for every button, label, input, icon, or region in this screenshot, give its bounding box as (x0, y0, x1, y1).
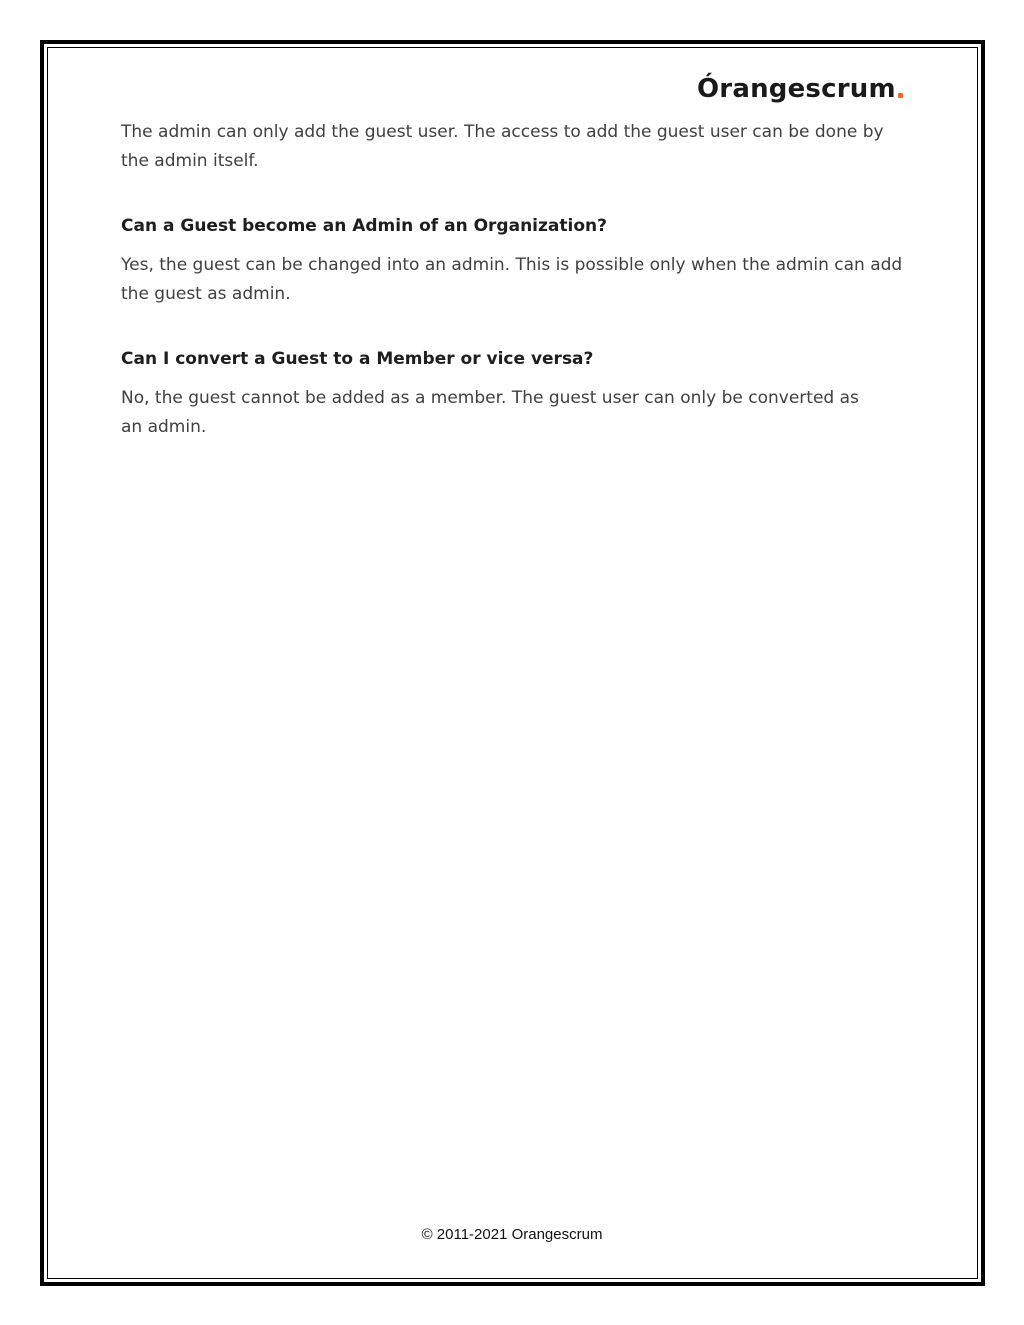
faq-answer-guest-admin: Yes, the guest can be changed into an admin. This is possible only when the admin can add the guest as admin. (121, 255, 903, 304)
faq-question-guest-admin: Can a Guest become an Admin of an Organization? (121, 216, 607, 236)
document-body (121, 118, 911, 442)
logo-text: Órangescrum (697, 74, 896, 104)
intro-paragraph: The admin can only add the guest user. The access to add the guest user can be done by the admin itself. (121, 122, 884, 171)
faq-answer-guest-member: No, the guest cannot be added as a member. The guest user can only be converted as an admin. (121, 388, 859, 437)
logo-dot-icon (898, 93, 903, 98)
footer-copyright: © 2011-2021 Orangescrum (421, 1226, 603, 1243)
faq-question-guest-member: Can I convert a Guest to a Member or vice versa? (121, 349, 594, 369)
orangescrum-logo (697, 70, 903, 108)
